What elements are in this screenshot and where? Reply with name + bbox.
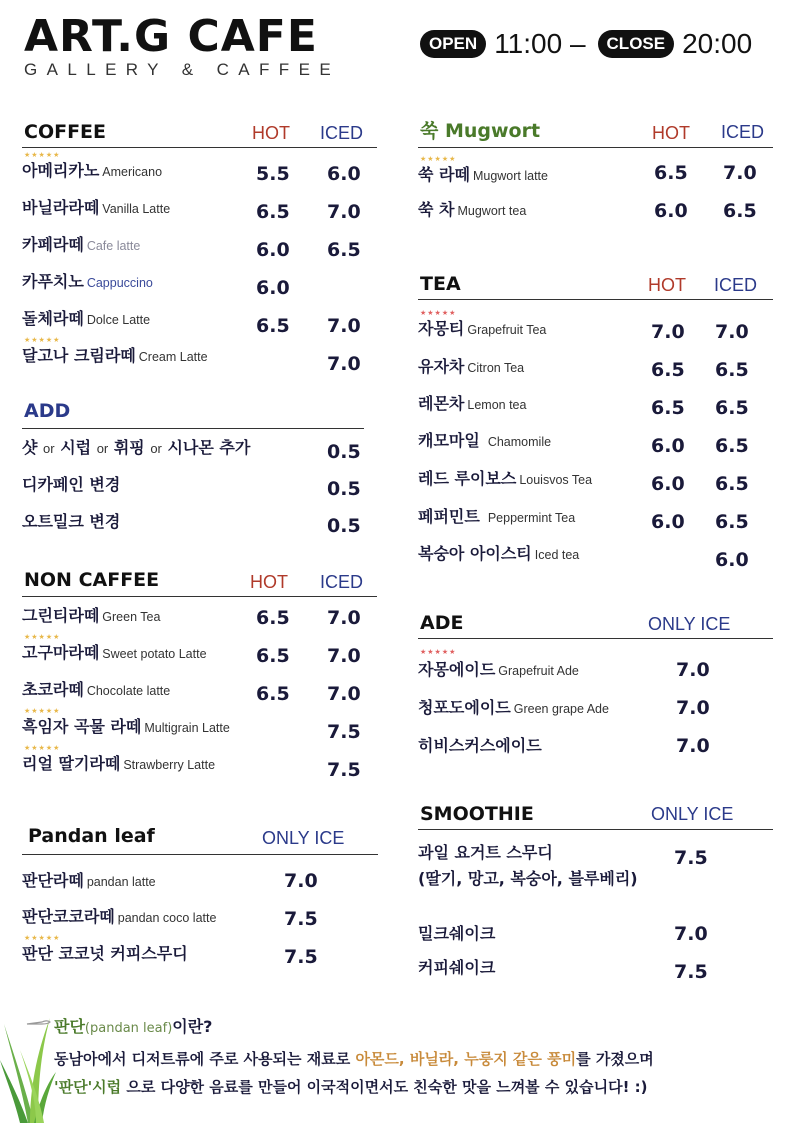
menu-item-smoothie-fruits: (딸기, 망고, 복숭아, 블루베리) (418, 869, 638, 888)
pandan-section-title: Pandan leaf (28, 825, 155, 847)
menu-item-grapefruit-ade: 자몽에이드 Grapefruit Ade (418, 660, 579, 679)
price-hot: 6.0 (256, 239, 290, 261)
star-rating: ★★★★★ (420, 155, 457, 163)
price-iced: 7.0 (327, 201, 361, 223)
ade-section-title: ADE (420, 612, 464, 634)
menu-item-green-grape-ade: 청포도에이드 Green grape Ade (418, 698, 609, 717)
non-caffee-iced-header: ICED (320, 572, 364, 592)
menu-item-grapefruit-tea: 자몽티 Grapefruit Tea (418, 319, 547, 338)
smoothie-divider (418, 829, 773, 830)
coffee-divider (22, 147, 377, 148)
price-iced: 6.0 (715, 549, 749, 571)
price-iced: 6.0 (327, 163, 361, 185)
star-rating: ★★★★★ (24, 707, 61, 715)
ade-only-ice-header: ONLY ICE (648, 614, 731, 634)
menu-item-peppermint: 페퍼민트 Peppermint Tea (418, 507, 576, 526)
add-divider (22, 428, 364, 429)
price-iced: 6.5 (715, 511, 749, 533)
price-hot: 6.5 (256, 645, 290, 667)
non-caffee-divider (22, 596, 377, 597)
menu-item-hibiscus-ade: 히비스커스에이드 (418, 736, 542, 755)
menu-item-cream-latte: 달고나 크림라떼 Cream Latte (22, 346, 208, 365)
price-hot: 6.5 (654, 162, 688, 184)
hours-bar (420, 28, 752, 60)
price-hot: 6.0 (651, 435, 685, 457)
addon-price: 0.5 (327, 515, 361, 537)
menu-item-green-tea-latte: 그린티라떼 Green Tea (22, 606, 161, 625)
tea-hot-header: HOT (648, 275, 686, 295)
menu-item-americano: 아메리카노 Americano (22, 161, 163, 180)
open-time: 11:00 – (494, 28, 586, 59)
price-hot: 6.5 (256, 607, 290, 629)
price-iced: 7.5 (674, 961, 708, 983)
star-rating: ★★★★★ (420, 309, 457, 317)
menu-item-vanilla-latte: 바닐라라떼 Vanilla Latte (22, 198, 171, 217)
price-hot: 6.5 (256, 201, 290, 223)
addon-item-decaf: 디카페인 변경 (22, 475, 121, 494)
mugwort-iced-header: ICED (721, 122, 765, 142)
menu-item-strawberry-latte: 리얼 딸기라떼 Strawberry Latte (22, 754, 216, 773)
price-iced: 7.0 (715, 321, 749, 343)
addon-price: 0.5 (327, 478, 361, 500)
menu-item-dolce-latte: 돌체라떼 Dolce Latte (22, 309, 151, 328)
price-hot: 6.5 (256, 683, 290, 705)
smoothie-section-title: SMOOTHIE (420, 803, 534, 825)
pandan-note-line-1: 동남아에서 디저트류에 주로 사용되는 재료로 아몬드, 바닐라, 누룽지 같은 풍미를 가졌으며 (54, 1050, 654, 1068)
mugwort-divider (418, 147, 773, 148)
price-iced: 7.5 (327, 721, 361, 743)
menu-item-chocolate-latte: 초코라떼 Chocolate latte (22, 680, 171, 699)
price-hot: 6.5 (256, 315, 290, 337)
menu-item-citron-tea: 유자차 Citron Tea (418, 357, 525, 376)
mugwort-section-title: 쑥 Mugwort (420, 120, 541, 142)
pandan-only-ice-header: ONLY ICE (262, 828, 345, 848)
coffee-hot-header: HOT (252, 123, 290, 143)
price-iced: 6.5 (327, 239, 361, 261)
ade-divider (418, 638, 773, 639)
menu-item-multigrain-latte: 흑임자 곡물 라떼 Multigrain Latte (22, 717, 230, 736)
coffee-iced-header: ICED (320, 123, 364, 143)
pandan-note-title: 판단(pandan leaf)이란? (54, 1017, 213, 1036)
price-iced: 7.0 (327, 645, 361, 667)
menu-item-cafe-latte: 카페라떼 Cafe latte (22, 235, 141, 254)
price-hot: 6.5 (651, 359, 685, 381)
price-hot: 7.0 (651, 321, 685, 343)
star-rating: ★★★★★ (24, 151, 61, 159)
star-rating: ★★★★★ (24, 744, 61, 752)
price-iced: 7.0 (327, 353, 361, 375)
star-rating: ★★★★★ (24, 633, 61, 641)
price-hot: 6.0 (256, 277, 290, 299)
coffee-section-title: COFFEE (24, 121, 107, 143)
pointer-finger-icon (26, 1016, 52, 1028)
add-section-title: ADD (24, 400, 71, 422)
menu-item-rooibos: 레드 루이보스 Louisvos Tea (418, 469, 593, 488)
price-iced: 6.5 (723, 200, 757, 222)
menu-item-lemon-tea: 레몬차 Lemon tea (418, 394, 527, 413)
addon-item-extras: 샷 or 시럽 or 휘핑 or 시나몬 추가 (22, 438, 251, 457)
tea-section-title: TEA (420, 273, 461, 295)
price-iced: 7.0 (676, 697, 710, 719)
menu-item-mugwort-tea: 쑥 차 Mugwort tea (418, 200, 527, 219)
addon-item-oatmilk: 오트밀크 변경 (22, 512, 121, 531)
price-iced: 7.5 (327, 759, 361, 781)
addon-price: 0.5 (327, 441, 361, 463)
price-hot: 6.0 (654, 200, 688, 222)
pandan-divider (22, 854, 378, 855)
star-rating: ★★★★★ (420, 648, 457, 656)
price-iced: 7.0 (327, 315, 361, 337)
price-iced: 7.5 (284, 908, 318, 930)
menu-item-fruit-yogurt-smoothie: 과일 요거트 스무디 (418, 843, 553, 862)
open-badge: OPEN (420, 30, 486, 58)
non-caffee-hot-header: HOT (250, 572, 288, 592)
price-iced: 7.0 (674, 923, 708, 945)
menu-item-chamomile: 캐모마일 Chamomile (418, 431, 552, 450)
price-iced: 6.5 (715, 397, 749, 419)
menu-item-iced-tea: 복숭아 아이스티 Iced tea (418, 544, 580, 563)
price-iced: 7.5 (284, 946, 318, 968)
menu-item-milkshake: 밀크쉐이크 (418, 924, 496, 943)
brand-title: ART.G CAFE (24, 11, 318, 62)
price-iced: 6.5 (715, 359, 749, 381)
menu-item-sweet-potato-latte: 고구마라떼 Sweet potato Latte (22, 643, 207, 662)
price-hot: 6.5 (651, 397, 685, 419)
menu-item-coffee-shake: 커피쉐이크 (418, 958, 496, 977)
star-rating: ★★★★★ (24, 336, 61, 344)
price-iced: 6.5 (715, 473, 749, 495)
price-hot: 5.5 (256, 163, 290, 185)
menu-item-mugwort-latte: 쑥 라떼 Mugwort latte (418, 165, 548, 184)
star-rating: ★★★★★ (24, 934, 61, 942)
price-iced: 7.0 (676, 659, 710, 681)
menu-item-pandan-coco-latte: 판단코코라떼 pandan coco latte (22, 907, 217, 926)
pandan-note-line-2: '판단'시럽 으로 다양한 음료를 만들어 이국적이면서도 친숙한 맛을 느껴볼 수 있습니다! :) (54, 1078, 648, 1096)
price-hot: 6.0 (651, 473, 685, 495)
smoothie-only-ice-header: ONLY ICE (651, 804, 734, 824)
price-iced: 7.0 (327, 607, 361, 629)
price-iced: 7.0 (676, 735, 710, 757)
non-caffee-section-title: NON CAFFEE (24, 569, 160, 591)
price-iced: 7.0 (284, 870, 318, 892)
price-iced: 7.0 (327, 683, 361, 705)
tea-iced-header: ICED (714, 275, 758, 295)
brand-subtitle: GALLERY & CAFFEE (24, 60, 341, 79)
mugwort-hot-header: HOT (652, 123, 690, 143)
menu-item-cappuccino: 카푸치노 Cappuccino (22, 272, 153, 291)
price-iced: 7.0 (723, 162, 757, 184)
price-iced: 6.5 (715, 435, 749, 457)
price-iced: 7.5 (674, 847, 708, 869)
close-time: 20:00 (682, 28, 753, 59)
menu-item-pandan-latte: 판단라떼 pandan latte (22, 871, 156, 890)
close-badge: CLOSE (598, 30, 675, 58)
price-hot: 6.0 (651, 511, 685, 533)
menu-item-pandan-coconut-smoothie: 판단 코코넛 커피스무디 (22, 944, 188, 963)
tea-divider (418, 299, 773, 300)
